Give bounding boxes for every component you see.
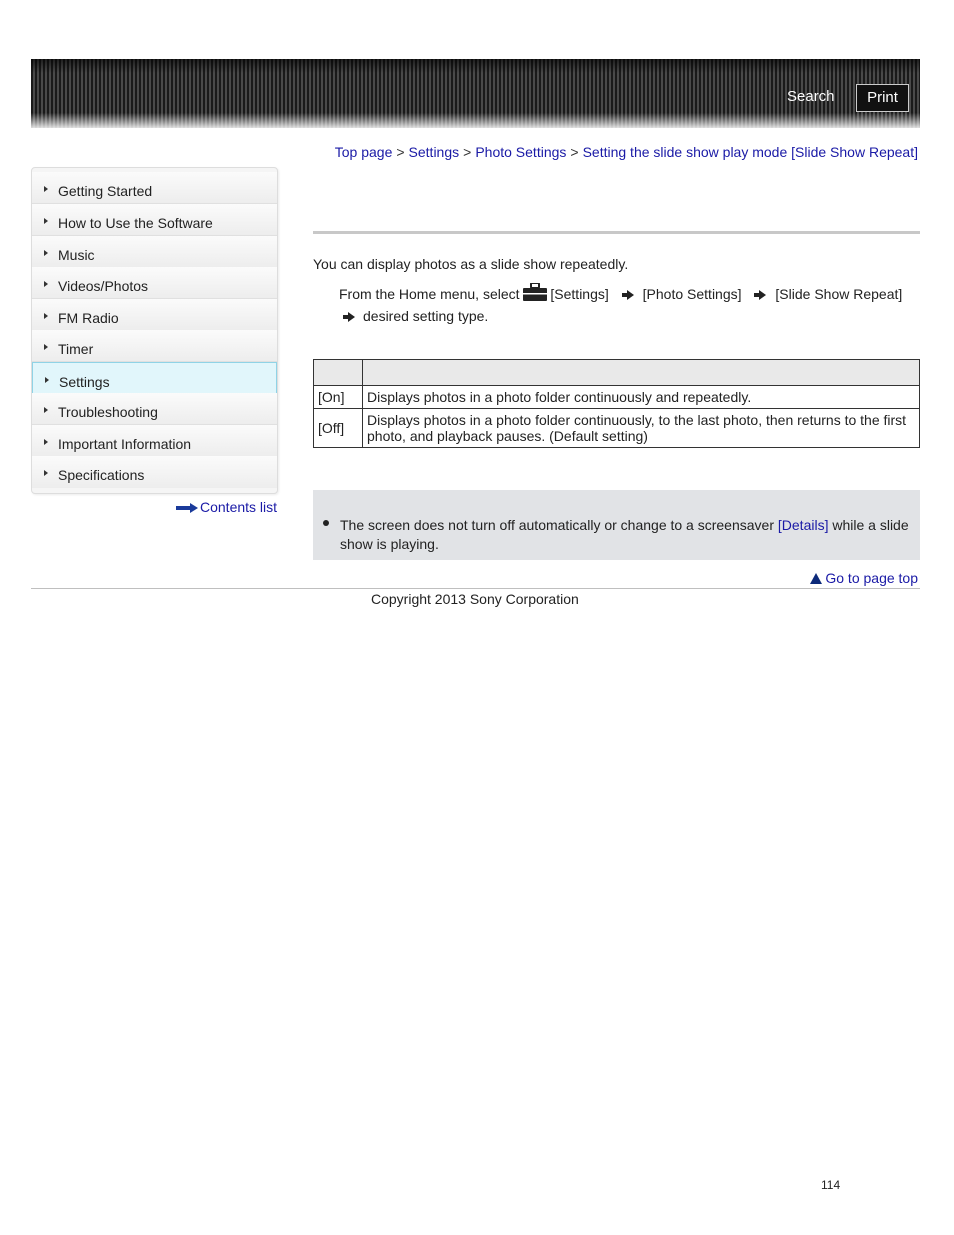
step-setting-type: desired setting type.: [363, 308, 489, 324]
table-row: [314, 386, 920, 409]
table-header-row: [314, 360, 920, 386]
arrow-right-icon: [622, 290, 634, 300]
sidebar-item-fm-radio[interactable]: [32, 299, 277, 331]
contents-list-link[interactable]: [176, 499, 277, 515]
toolbox-settings-icon: [523, 283, 547, 301]
triangle-right-icon: [44, 313, 48, 319]
details-link[interactable]: [Details]: [777, 517, 829, 533]
step-settings: [Settings]: [550, 286, 609, 302]
note-box: [313, 490, 920, 560]
note-text-after: while a slide show is playing.: [340, 517, 909, 552]
breadcrumb-settings[interactable]: Settings: [408, 144, 460, 160]
bullet-icon: [323, 520, 329, 526]
header-shadow: [31, 59, 920, 73]
table-cell-value: Displays photos in a photo folder continuously, to the last photo, then returns to the first photo, and playback pauses. (Default setting): [363, 409, 920, 448]
breadcrumb-photo-settings[interactable]: Photo Settings: [475, 144, 567, 160]
triangle-right-icon: [45, 377, 49, 383]
print-button[interactable]: Print: [856, 84, 909, 112]
note-text: [340, 516, 918, 554]
sidebar-item-important-information[interactable]: [32, 425, 277, 457]
settings-table: [313, 359, 920, 448]
triangle-right-icon: [44, 439, 48, 445]
triangle-up-icon: [810, 573, 822, 584]
sidebar-item-specifications[interactable]: [32, 456, 277, 488]
table-header-cell: [314, 360, 363, 386]
breadcrumb-separator: >: [463, 144, 472, 160]
triangle-right-icon: [44, 186, 48, 192]
step-prefix: From the Home menu, select: [339, 286, 520, 302]
breadcrumb-current-page[interactable]: Setting the slide show play mode [Slide Show Repeat]: [582, 144, 918, 160]
go-to-top-label: Go to page top: [825, 570, 918, 586]
sidebar-item-music[interactable]: [32, 236, 277, 268]
table-cell-key: [On]: [314, 386, 363, 409]
breadcrumb-separator: >: [396, 144, 405, 160]
triangle-right-icon: [44, 281, 48, 287]
sidebar-item-troubleshooting[interactable]: [32, 393, 277, 425]
step-slide-show-repeat: [Slide Show Repeat]: [775, 286, 903, 302]
sidebar-item-label: FM Radio: [58, 310, 119, 326]
table-header-cell: [363, 360, 920, 386]
sidebar-item-timer[interactable]: [32, 330, 277, 362]
triangle-right-icon: [44, 344, 48, 350]
breadcrumb-separator: >: [570, 144, 579, 160]
sidebar-item-label: How to Use the Software: [58, 215, 213, 231]
arrow-right-icon: [176, 503, 198, 513]
arrow-right-icon: [343, 312, 355, 322]
sidebar-item-label: Troubleshooting: [58, 404, 158, 420]
page-number: 114: [821, 1178, 841, 1192]
sidebar-item-label: Timer: [58, 341, 94, 357]
step-photo-settings: [Photo Settings]: [642, 286, 742, 302]
contents-list-label: Contents list: [200, 499, 278, 515]
sidebar-item-label: Important Information: [58, 436, 192, 452]
sidebar-item-label: Getting Started: [58, 183, 153, 199]
sidebar-item-videos-photos[interactable]: [32, 267, 277, 299]
header-bar: [31, 59, 920, 128]
copyright-text: Copyright 2013 Sony Corporation: [371, 591, 579, 607]
arrow-right-icon: [754, 290, 766, 300]
sidebar-nav: [31, 167, 278, 494]
instruction-step: [339, 283, 902, 302]
sidebar-item-label: Music: [58, 247, 95, 263]
table-row: [314, 409, 920, 448]
triangle-right-icon: [44, 407, 48, 413]
footer-divider: [31, 588, 920, 589]
breadcrumb-top-page[interactable]: Top page: [334, 144, 393, 160]
table-cell-key: [Off]: [314, 409, 363, 448]
sidebar-item-how-to-use-software[interactable]: [32, 204, 277, 236]
sidebar-item-label: Specifications: [58, 467, 145, 483]
title-divider: [313, 231, 920, 234]
go-to-page-top-link[interactable]: [810, 570, 918, 586]
sidebar-item-label: Settings: [59, 374, 110, 390]
triangle-right-icon: [44, 470, 48, 476]
triangle-right-icon: [44, 218, 48, 224]
breadcrumb: [335, 144, 918, 160]
triangle-right-icon: [44, 250, 48, 256]
sidebar-item-getting-started[interactable]: [32, 172, 277, 204]
search-link[interactable]: Search: [787, 88, 835, 105]
note-text-before: The screen does not turn off automatically or change to a screensaver: [340, 517, 778, 533]
sidebar-item-settings[interactable]: [32, 362, 277, 394]
sidebar-item-label: Videos/Photos: [58, 278, 149, 294]
intro-text: You can display photos as a slide show repeatedly.: [313, 256, 629, 272]
instruction-step-continued: [343, 308, 488, 324]
table-cell-value: Displays photos in a photo folder continuously and repeatedly.: [363, 386, 920, 409]
